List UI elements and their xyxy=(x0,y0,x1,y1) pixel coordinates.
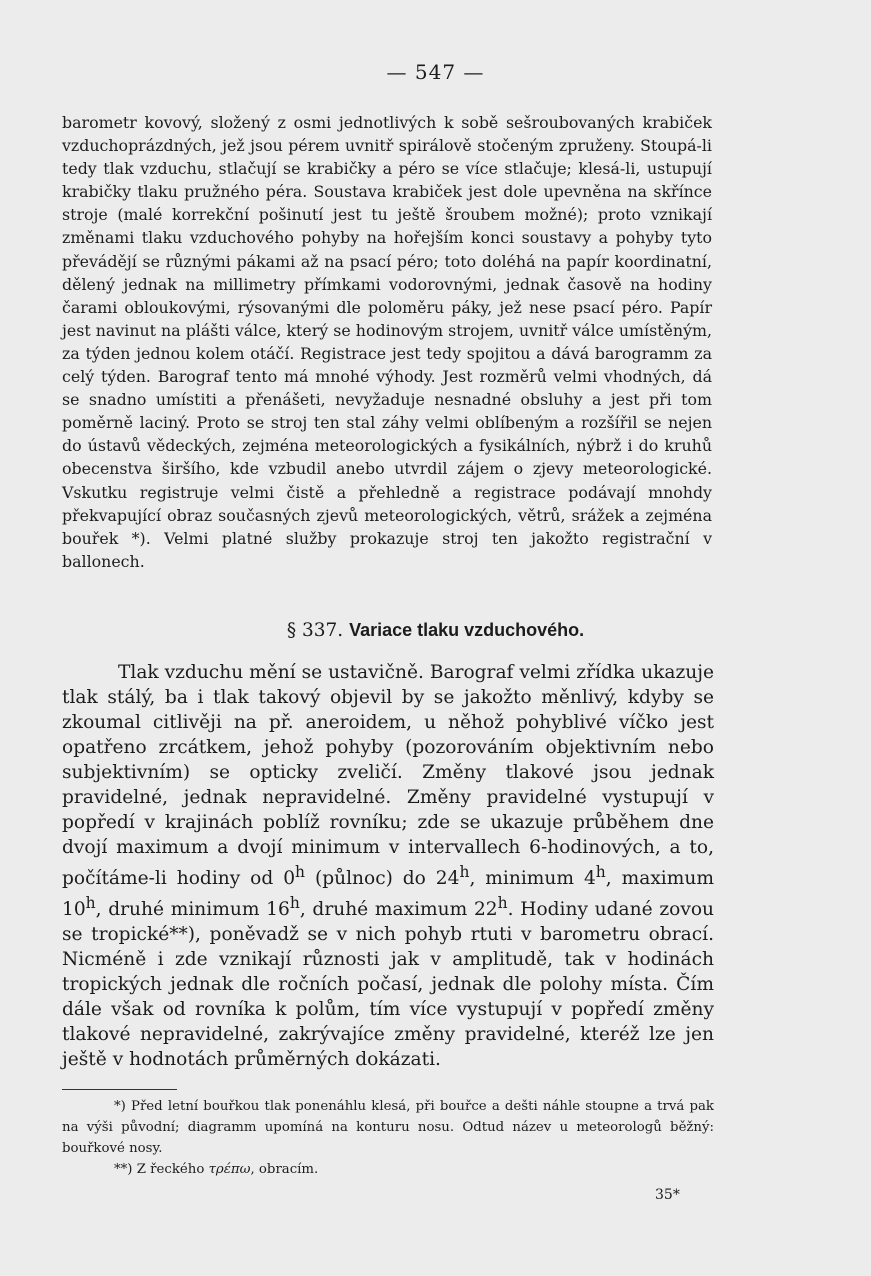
hour-superscript: h xyxy=(295,863,306,881)
hour-superscript: h xyxy=(595,863,606,881)
text-run: Tlak vzduchu mění se ustavičně. Barograf velmi zřídka ukazuje tlak stálý, ba i tlak takový objevil by se jakožto měnlivý, kdyby se zkoumal citlivěji na př. aneroidem, u něhož pohyblivé víčko jest opatřeno zrcátkem, jehož pohyby (pozorováním objektivním nebo subjektivním) se opticky zveličí. Změny tlakové jsou jednak pravidelné, jednak nepravidelné. Změny pravidelné vystupují v popředí v krajinách poblíž rovníku; zde se ukazuje průběhem dne dvojí maximum a dvojí minimum v intervallech 6-hodinových, a to, počítáme-li hodiny od 0 xyxy=(62,662,714,890)
section-number: § 337. xyxy=(286,620,344,641)
paragraph-barograph: barometr kovový, složený z osmi jednotlivých k sobě sešroubovaných krabiček vzduchoprázdných, jež jsou pérem uvnitř spirálově stočeným zpruženy. Stoupá-li tedy tlak vzduchu, stlačují se krabičky a péro se více stlačuje; klesá-li, ustupují krabičky tlaku pružného péra. Soustava krabiček jest dole upevněna na skřínce stroje (malé korrekční pošinutí jest tu ještě šroubem možné); proto vznikají změnami tlaku vzduchového pohyby na hořejším konci soustavy a pohyby tyto převádějí se různými pákami až na psací péro; toto doléhá na papír koordinatní, dělený jednak na millimetry přímkami vodorovnými, jednak časově na hodiny čarami obloukovými, rýsovanými dle poloměru páky, jež nese psací péro. Papír jest navinut na plášti válce, který se hodinovým strojem, uvnitř válce umístěným, za týden jednou kolem otáčí. Registrace jest tedy spojitou a dává barogramm za celý týden. Barograf tento má mnohé výhody. Jest rozměrů velmi vhodných, dá se snadno umístiti a přenášeti, nevyžaduje nesnadné obsluhy a jest při tom poměrně laciný. Proto se stroj ten stal záhy velmi oblíbeným a rozšířil se nejen do ústavů vědeckých, zejména meteorologických a fysikálních, nýbrž i do kruhů obecenstva širšího, kde vzbudil anebo utvrdil zájem o zjevy meteorologické. Vskutku registruje velmi čistě a přehledně a registrace podávají mnohdy překvapující obraz současných zjevů meteorologických, větrů, srážek a zejména bouřek *). Velmi platné služby prokazuje stroj ten jakožto registrační v ballonech. xyxy=(62,113,712,571)
section-title: Variace tlaku vzduchového. xyxy=(349,620,585,640)
greek-word: τρέπω xyxy=(208,1162,251,1177)
hour-superscript: h xyxy=(497,894,508,913)
text-run: , druhé maximum 22 xyxy=(299,899,498,921)
hour-superscript: h xyxy=(289,894,300,913)
hour-superscript: h xyxy=(459,863,470,881)
text-run: , maximum 10 xyxy=(62,868,714,921)
printer-signature: 35* xyxy=(655,1187,680,1203)
text-run: , druhé minimum 16 xyxy=(95,899,290,921)
hour-superscript: h xyxy=(85,894,96,913)
text-run: (půlnoc) do 24 xyxy=(305,868,460,890)
text-run: , minimum 4 xyxy=(469,868,596,890)
footnote-storm: *) Před letní bouřkou tlak ponenáhlu klesá, při bouřce a dešti náhle stoupne a trvá pak na výši původní; diagramm upomíná na konturu nosu. Odtud název u meteorologů běžný: bouřkové nosy. xyxy=(62,1099,714,1156)
section-heading xyxy=(0,620,871,641)
footnote-divider xyxy=(62,1089,177,1090)
footnote-text: **) Z řeckého xyxy=(114,1162,209,1177)
page-number: — 547 — xyxy=(386,60,485,84)
footnote-tropic xyxy=(114,1159,714,1180)
text-run: . Hodiny udané zovou se tropické**), poněvadž se v nich pohyb rtuti v barometru obrací. Nicméně i zde vznikají různosti jak v amplitudě, tak v hodinách tropických jednak dle ročních počasí, jednak dle polohy místa. Čím dále však od rovníka k polům, tím více vystupují v popředí změny tlakové nepravidelné, zakrývajíce změny pravidelné, kteréž lze jen ještě v hodnotách průměrných dokázati. xyxy=(62,899,714,1071)
footnote-text: , obracím. xyxy=(250,1162,319,1177)
paragraph-pressure-variation xyxy=(62,660,714,1072)
